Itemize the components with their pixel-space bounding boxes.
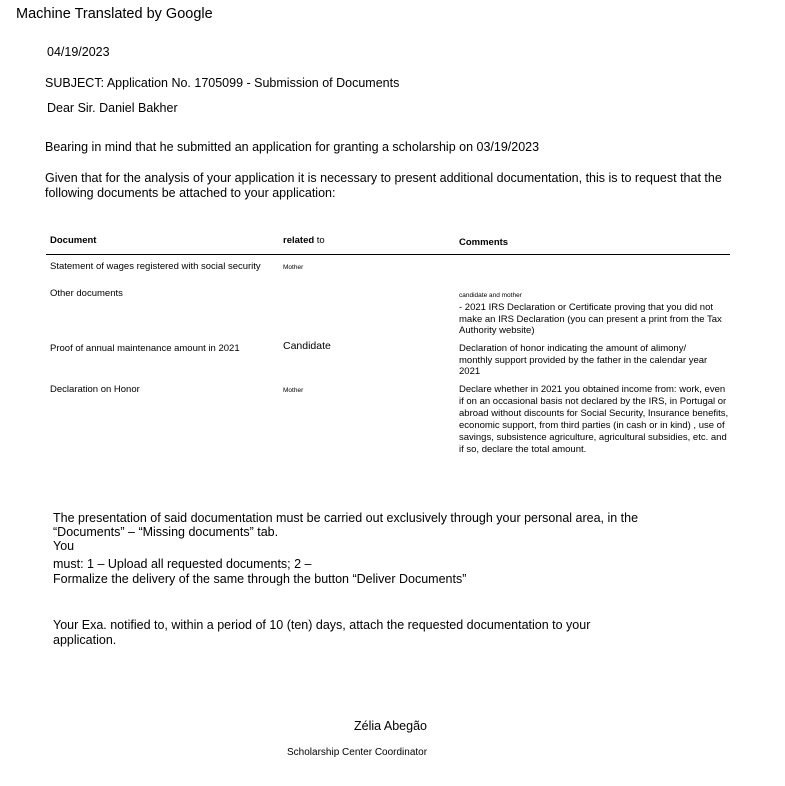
column-header-document: Document (50, 235, 97, 246)
table-row-comments: Declaration of honor indicating the amount of alimony/ monthly support provided by the father in the calendar year 2021 (459, 343, 708, 377)
column-header-related-rest: to (314, 235, 325, 246)
instructions-you: You (53, 539, 75, 553)
column-header-related-bold: related (283, 235, 315, 246)
signature-name: Zélia Abegão (354, 719, 427, 733)
table-row-comments-note: candidate and mother (459, 292, 522, 299)
letter-subject: SUBJECT: Application No. 1705099 - Submission of Documents (45, 76, 400, 90)
letter-greeting: Dear Sir. Daniel Bakher (47, 101, 178, 115)
table-row-document: Statement of wages registered with social security (50, 261, 261, 272)
table-row-related: Candidate (283, 340, 331, 352)
instructions-presentation: The presentation of said documentation must be carried out exclusively through your personal area, in the “Documents” – “Missing documents” tab. (53, 511, 639, 539)
instructions-formalize: Formalize the delivery of the same through the button “Deliver Documents” (53, 572, 467, 586)
table-row-comments: - 2021 IRS Declaration or Certificate proving that you did not make an IRS Declaration (you can present a print from the Tax Authority website) (459, 302, 722, 336)
column-header-comments: Comments (459, 237, 509, 248)
table-row-related: Mother (283, 387, 304, 394)
table-divider (46, 254, 730, 255)
instructions-deadline: Your Exa. notified to, within a period of 10 (ten) days, attach the requested documentation to your application. (53, 618, 591, 647)
paragraph-request: Given that for the analysis of your application it is necessary to present additional documentation, this is to request that the following documents be attached to your application: (45, 171, 722, 200)
table-row-related: Mother (283, 264, 304, 271)
column-header-related (283, 235, 325, 246)
paragraph-application-date: Bearing in mind that he submitted an application for granting a scholarship on 03/19/2023 (45, 140, 540, 154)
machine-translation-banner: Machine Translated by Google (16, 6, 213, 22)
table-row-comments: Declare whether in 2021 you obtained income from: work, even if on an occasional basis not declared by the IRS, in Portugal or abroad without discounts for Social Security, Insurance benefits, economic support, from third parties (in cash or in kind) , use of savings, subsistence agriculture, agricultural subsidies, etc. and if so, declare the total amount. (459, 384, 729, 455)
letter-date: 04/19/2023 (47, 45, 110, 59)
table-row-document: Other documents (50, 288, 123, 299)
table-row-document: Proof of annual maintenance amount in 2021 (50, 343, 240, 354)
instructions-steps: must: 1 – Upload all requested documents; 2 – (53, 557, 312, 571)
signature-title: Scholarship Center Coordinator (287, 747, 428, 758)
table-row-document: Declaration on Honor (50, 384, 140, 395)
